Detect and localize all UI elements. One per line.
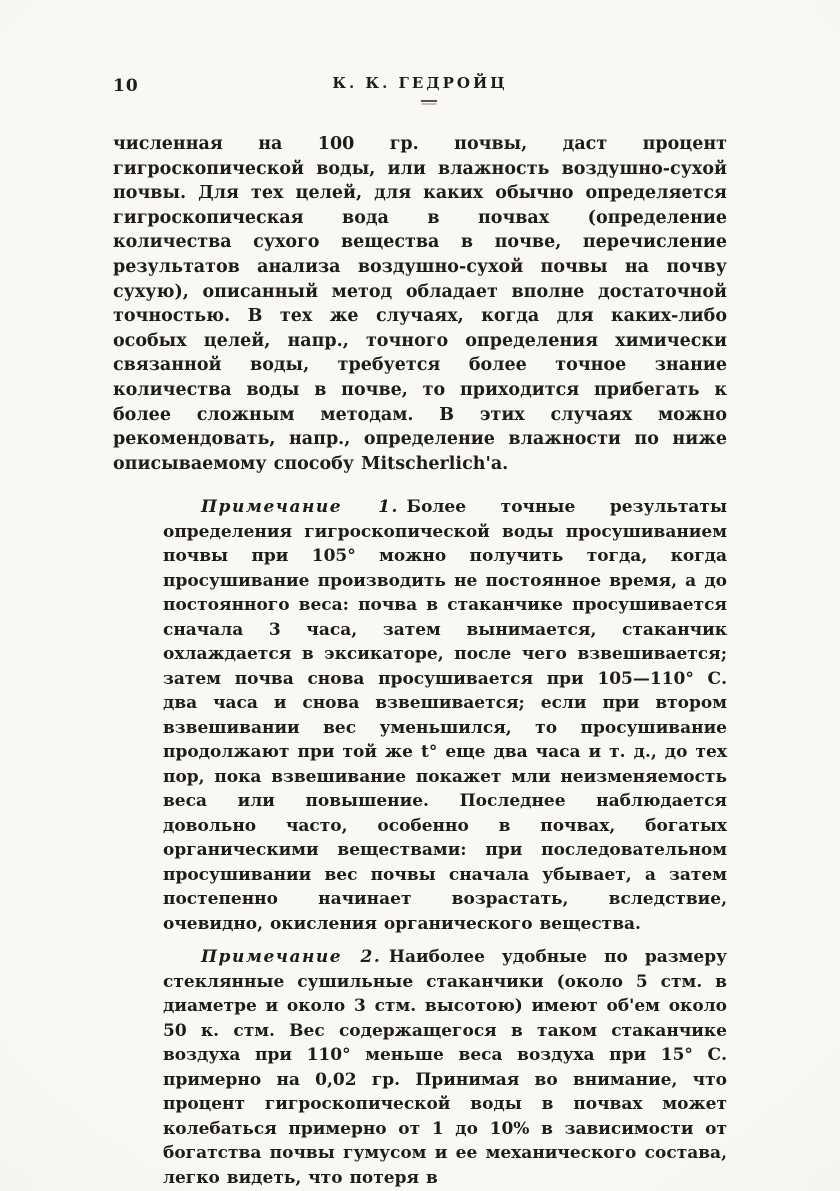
note-1 — [163, 495, 727, 936]
note-2-text: Наиболее удобные по размеру стеклянные сушильные стаканчики (около 5 стм. в диаметре и около 3 стм. высотою) имеют об'ем около 50 к. стм. Вес содержащегося в таком стаканчике воздуха при 110° меньше веса воздуха при 15° С. примерно на 0,02 гр. Принимая во внимание, что процент гигроскопической воды в почвах может колебаться примерно от 1 до 10% в зависимости от богатства почвы гумусом и ее механического состава, легко видеть, что потеря в — [163, 947, 727, 1188]
intro-paragraph: численная на 100 гр. почвы, даст процент гигроскопической воды, или влажность воздушно-сухой почвы. Для тех целей, для каких обычно определяется гигроскопическая вода в почвах (определение количества сухого вещества в почве, перечисление результатов анализа воздушно-сухой почвы на почву сухую), описанный метод обладает вполне достаточной точностью. В тех же случаях, когда для каких-либо особых целей, напр., точного определения химически связанной воды, требуется более точное знание количества воды в почве, то приходится прибегать к более сложным методам. В этих случаях можно рекомендовать, напр., определение влажности по ниже описываемому способу Mitscherlich'а. — [113, 134, 727, 474]
note-2 — [163, 945, 727, 1190]
text-block — [113, 132, 727, 1190]
note-1-paragraph — [163, 495, 727, 936]
header-ornament — [421, 100, 437, 102]
page-number: 10 — [113, 76, 139, 96]
note-1-lead: Примечание 1. — [201, 497, 399, 518]
note-2-lead: Примечание 2. — [201, 947, 382, 968]
running-head: К. К. ГЕДРОЙЦ — [332, 74, 508, 92]
page-header — [0, 74, 840, 110]
note-1-text: Более точные результаты определения гигроскопической воды просушиванием почвы при 105° можно получить тогда, когда просушивание производить не постоянное время, а до постоянного веса: почва в стаканчике просушивается сначала 3 часа, затем вынимается, стаканчик охлаждается в эксикаторе, после чего взвешивается; затем почва снова просушивается при 105—110° С. два часа и снова взвешивается; если при втором взвешивании вес уменьшился, то просушивание продолжают при той же t° еще два часа и т. д., до тех пор, пока взвешивание покажет мли неизменяемость веса или повышение. Последнее наблюдается довольно часто, особенно в почвах, богатых органическими веществами: при последовательном просушивании вес почвы сначала убывает, а затем постепенно начинает возрастать, вследствие, очевидно, окисления органического вещества. — [163, 497, 727, 934]
note-2-paragraph — [163, 945, 727, 1190]
